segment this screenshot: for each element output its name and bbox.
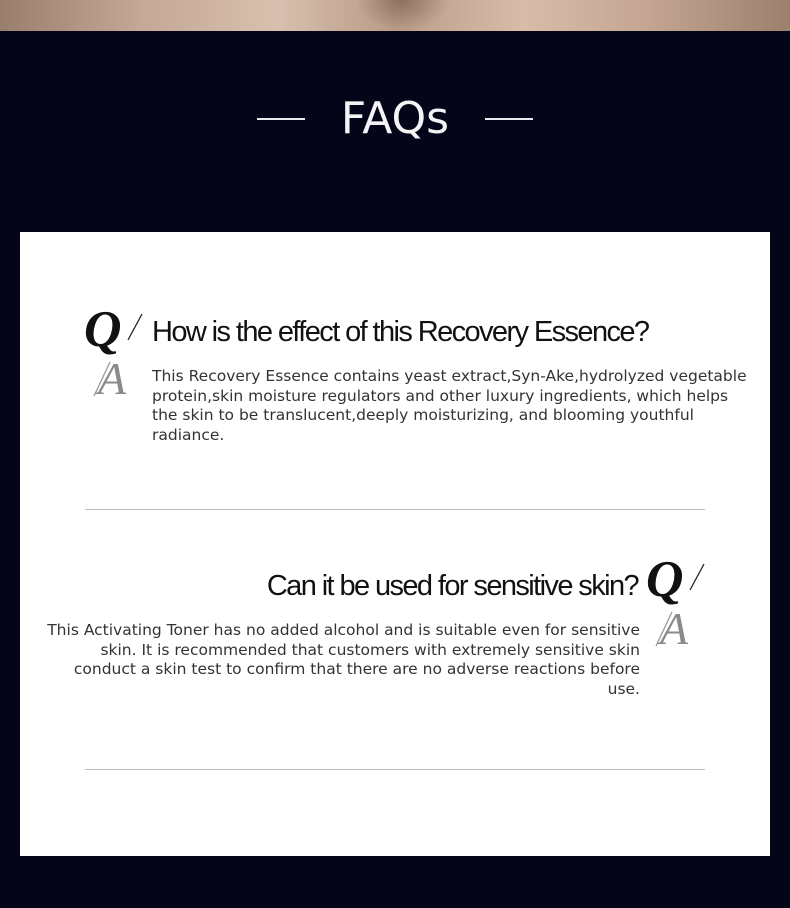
title-rule-right xyxy=(485,118,533,120)
faq-header xyxy=(0,31,790,232)
qa-mark-icon xyxy=(84,302,148,398)
hero-photo-crop xyxy=(0,0,790,31)
qa-mark-icon xyxy=(646,552,710,648)
a-letter: A xyxy=(660,603,689,648)
page-title: FAQs xyxy=(340,93,450,144)
faq-divider-1 xyxy=(85,509,705,510)
faq-question-1: How is the effect of this Recovery Essence? xyxy=(152,316,649,348)
faq-answer-2: This Activating Toner has no added alcohol and is suitable even for sensitive skin. It is recommended that customers with extremely sensitive skin conduct a skin test to confirm that there are no adverse reactions before use. xyxy=(47,621,640,698)
faq-card xyxy=(20,232,770,856)
faq-question-2: Can it be used for sensitive skin? xyxy=(266,570,638,602)
a-letter: A xyxy=(98,353,127,398)
faq-answer-1: This Recovery Essence contains yeast extract,Syn-Ake,hydrolyzed vegetable protein,skin moisture regulators and other luxury ingredients, which helps the skin to be translucent,deeply moisturizing, and blooming youthful radiance. xyxy=(152,367,747,444)
q-letter: Q xyxy=(646,552,684,608)
q-letter: Q xyxy=(84,302,122,358)
faq-divider-2 xyxy=(85,769,705,770)
